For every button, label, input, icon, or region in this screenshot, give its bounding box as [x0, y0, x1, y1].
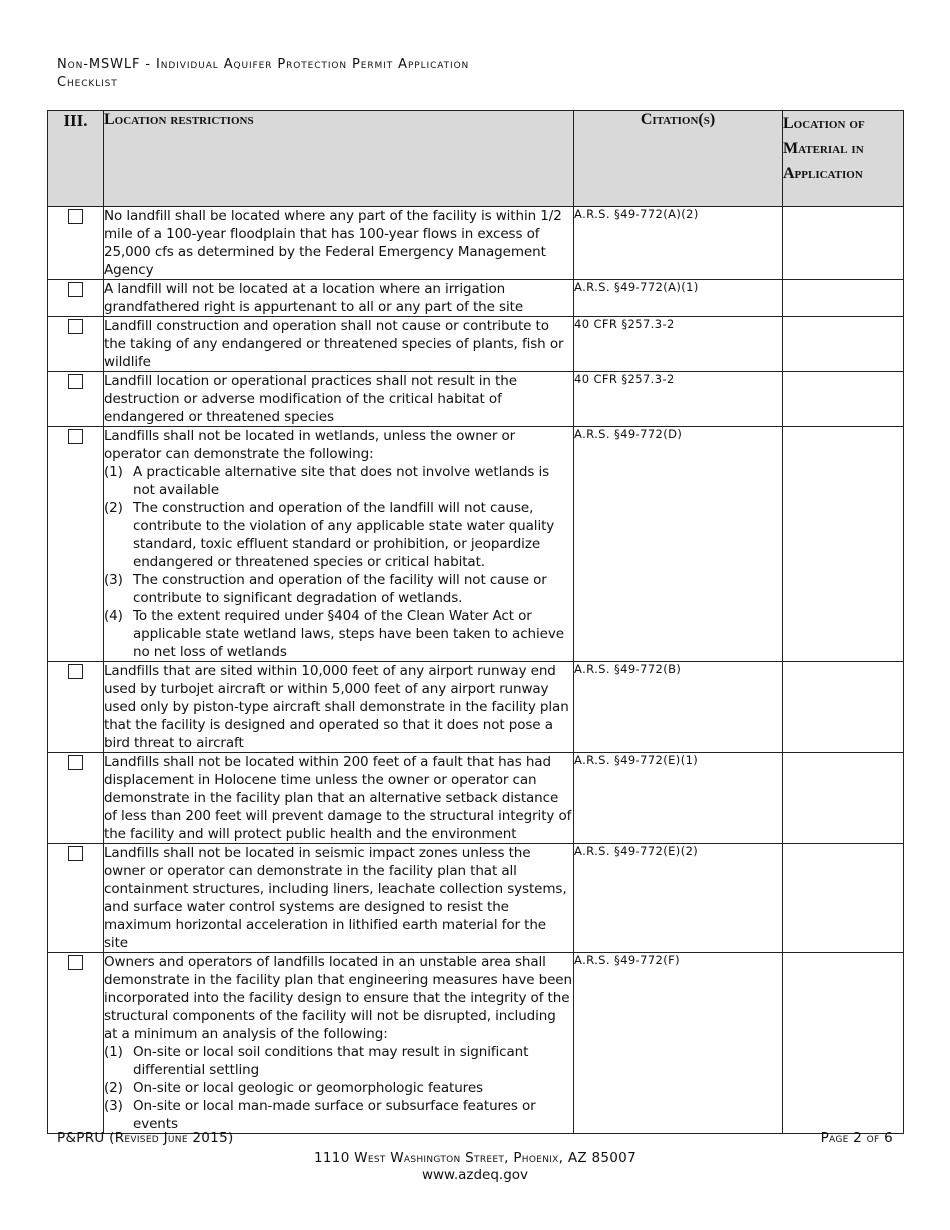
footer-page-number: Page 2 of 6: [820, 1130, 893, 1146]
checkbox[interactable]: [68, 846, 83, 861]
requirement-text: [104, 280, 574, 317]
location-restrictions-table: [47, 110, 904, 1134]
citation: A.R.S. §49-772(E)(2): [574, 844, 783, 953]
requirement-intro: Landfills that are sited within 10,000 feet of any airport runway end used by turbojet aircraft or within 5,000 feet of any airport runway used only by piston-type aircraft shall demonstrate in the facility plan that the facility is designed and operated so that it does not pose a bird threat to aircraft: [104, 663, 569, 751]
header-title: Non-MSWLF - Individual Aquifer Protection Permit Application: [57, 57, 470, 72]
checkbox-cell: [48, 280, 104, 317]
location-material-input[interactable]: [783, 280, 904, 317]
checkbox[interactable]: [68, 209, 83, 224]
requirement-subitems: [104, 1043, 573, 1133]
footer-address: 1110 West Washington Street, Phoenix, AZ 85007: [314, 1150, 636, 1166]
table-row: [48, 953, 904, 1134]
citation: A.R.S. §49-772(D): [574, 427, 783, 662]
location-material-input[interactable]: [783, 953, 904, 1134]
checkbox[interactable]: [68, 755, 83, 770]
checkbox-cell: [48, 844, 104, 953]
checkbox-cell: [48, 953, 104, 1134]
item-text: The construction and operation of the facility will not cause or contribute to significant degradation of wetlands.: [133, 572, 547, 606]
citation-header: Citation(s): [574, 111, 783, 207]
item-text: The construction and operation of the landfill will not cause, contribute to the violation of any applicable state water quality standard, toxic effluent standard or prohibition, or jeopardize endangered or threatened species or critical habitat.: [133, 500, 555, 570]
table-row: [48, 372, 904, 427]
item-text: On-site or local soil conditions that may result in significant differential settling: [133, 1044, 529, 1078]
requirement-intro: Landfill location or operational practices shall not result in the destruction or adverse modification of the critical habitat of endangered or threatened species: [104, 373, 517, 425]
requirement-intro: Landfills shall not be located in seismic impact zones unless the owner or operator can demonstrate in the facility plan that all containment structures, including liners, leachate collection systems, and surface water control systems are designed to resist the maximum horizontal acceleration in lithified earth material for the site: [104, 845, 567, 951]
requirement-intro: Owners and operators of landfills located in an unstable area shall demonstrate in the facility plan that engineering measures have been incorporated into the facility design to ensure that the integrity of the structural components of the facility will not be disrupted, including at a minimum an analysis of the following:: [104, 954, 572, 1042]
citation: A.R.S. §49-772(B): [574, 662, 783, 753]
requirement-intro: A landfill will not be located at a location where an irrigation grandfathered right is appurtenant to all or any part of the site: [104, 281, 524, 315]
requirement-text: [104, 427, 574, 662]
requirement-text: [104, 662, 574, 753]
section-title: Location restrictions: [104, 111, 574, 207]
checkbox-cell: [48, 372, 104, 427]
checkbox-cell: [48, 207, 104, 280]
requirement-text: [104, 753, 574, 844]
item-number: (4): [104, 608, 123, 624]
list-item: [104, 571, 573, 607]
item-text: On-site or local geologic or geomorphologic features: [133, 1080, 483, 1096]
requirement-intro: Landfills shall not be located in wetlands, unless the owner or operator can demonstrate the following:: [104, 428, 516, 462]
requirement-text: [104, 317, 574, 372]
list-item: [104, 499, 573, 571]
citation: A.R.S. §49-772(E)(1): [574, 753, 783, 844]
checkbox-cell: [48, 427, 104, 662]
location-material-input[interactable]: [783, 317, 904, 372]
checkbox[interactable]: [68, 664, 83, 679]
table-row: [48, 317, 904, 372]
citation: A.R.S. §49-772(A)(1): [574, 280, 783, 317]
checkbox-cell: [48, 317, 104, 372]
item-number: (3): [104, 572, 123, 588]
requirement-text: [104, 844, 574, 953]
location-material-input[interactable]: [783, 844, 904, 953]
citation: 40 CFR §257.3-2: [574, 317, 783, 372]
citation: A.R.S. §49-772(A)(2): [574, 207, 783, 280]
requirement-subitems: [104, 463, 573, 661]
requirement-text: [104, 207, 574, 280]
requirement-intro: Landfills shall not be located within 200 feet of a fault that has had displacement in Holocene time unless the owner or operator can demonstrate in the facility plan that an alternative setback distance of less than 200 feet will prevent damage to the structural integrity of the facility and will protect public health and the environment: [104, 754, 572, 842]
requirement-intro: Landfill construction and operation shall not cause or contribute to the taking of any endangered or threatened species of plants, fish or wildlife: [104, 318, 564, 370]
location-material-input[interactable]: [783, 753, 904, 844]
list-item: [104, 607, 573, 661]
item-text: To the extent required under §404 of the Clean Water Act or applicable state wetland laws, steps have been taken to achieve no net loss of wetlands: [133, 608, 564, 660]
table-row: [48, 207, 904, 280]
section-number: III.: [48, 111, 104, 207]
location-material-header: Location of Material in Application: [783, 111, 904, 207]
table-row: [48, 753, 904, 844]
table-row: [48, 844, 904, 953]
header-subtitle: Checklist: [57, 75, 118, 90]
table-row: [48, 280, 904, 317]
checkbox[interactable]: [68, 429, 83, 444]
location-material-input[interactable]: [783, 662, 904, 753]
table-row: [48, 662, 904, 753]
item-number: (1): [104, 1044, 123, 1060]
list-item: [104, 463, 573, 499]
item-number: (2): [104, 500, 123, 516]
list-item: [104, 1043, 573, 1079]
item-number: (2): [104, 1080, 123, 1096]
item-number: (1): [104, 464, 123, 480]
location-material-input[interactable]: [783, 372, 904, 427]
checkbox[interactable]: [68, 319, 83, 334]
location-material-input[interactable]: [783, 427, 904, 662]
table-header-row: [48, 111, 904, 207]
checkbox-cell: [48, 662, 104, 753]
checkbox[interactable]: [68, 955, 83, 970]
list-item: [104, 1079, 573, 1097]
item-number: (3): [104, 1098, 123, 1114]
item-text: On-site or local man-made surface or subsurface features or events: [133, 1098, 536, 1132]
requirement-text: [104, 953, 574, 1134]
item-text: A practicable alternative site that does not involve wetlands is not available: [133, 464, 550, 498]
table-row: [48, 427, 904, 662]
checkbox-cell: [48, 753, 104, 844]
checkbox[interactable]: [68, 282, 83, 297]
document-header: [57, 56, 469, 92]
requirement-intro: No landfill shall be located where any part of the facility is within 1/2 mile of a 100-year floodplain that has 100-year flows in excess of 25,000 cfs as determined by the Federal Emergency Management Agency: [104, 208, 562, 278]
citation: 40 CFR §257.3-2: [574, 372, 783, 427]
footer-contact: [0, 1150, 950, 1184]
location-material-input[interactable]: [783, 207, 904, 280]
requirement-text: [104, 372, 574, 427]
footer-website[interactable]: www.azdeq.gov: [421, 1167, 529, 1183]
footer-revision: P&PRU (Revised June 2015): [57, 1130, 234, 1146]
checkbox[interactable]: [68, 374, 83, 389]
citation: A.R.S. §49-772(F): [574, 953, 783, 1134]
list-item: [104, 1097, 573, 1133]
